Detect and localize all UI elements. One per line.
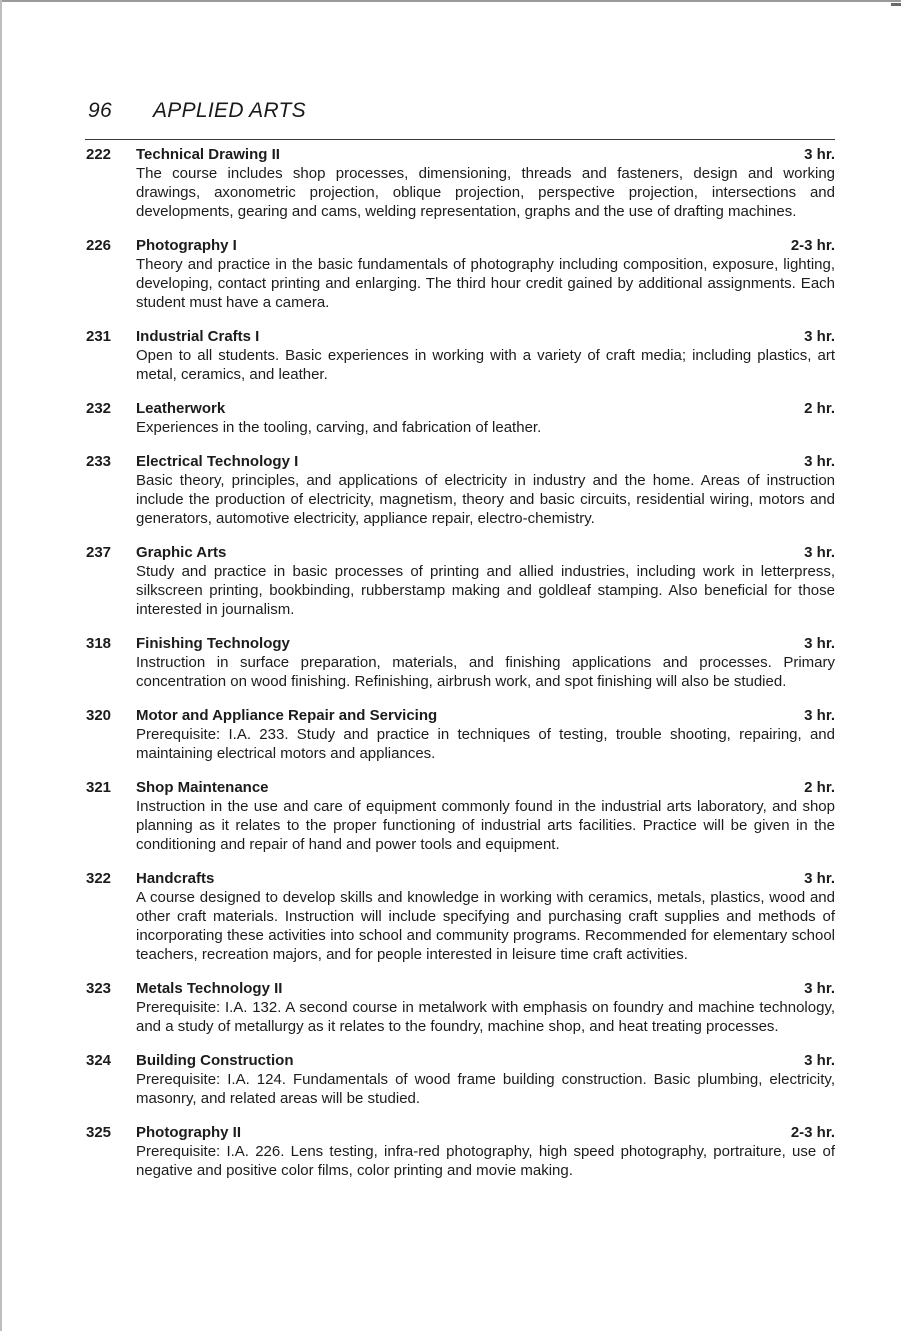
course-hours: 2-3 hr. <box>790 1124 835 1141</box>
course-code: 323 <box>86 980 112 997</box>
course-heading <box>136 327 835 346</box>
course-title: Handcrafts <box>136 870 215 887</box>
course-description: Prerequisite: I.A. 132. A second course in metalwork with emphasis on foundry and machine technology, and a study of metallurgy as it relates to the foundry, machine shop, and heat treating processes. <box>136 999 835 1035</box>
page-top-rule <box>0 0 901 2</box>
course-code: 320 <box>86 707 112 724</box>
course-code: 231 <box>86 328 112 345</box>
course-heading <box>136 452 835 471</box>
header-rule <box>85 139 835 140</box>
course-list <box>85 145 835 1195</box>
course-code: 324 <box>86 1052 112 1069</box>
course-code: 237 <box>86 544 112 561</box>
course-heading <box>136 145 835 164</box>
course-title: Industrial Crafts I <box>136 328 260 345</box>
course-hours: 3 hr. <box>804 870 835 887</box>
course-hours: 2 hr. <box>804 779 835 796</box>
course-title: Graphic Arts <box>136 544 227 561</box>
course-title: Photography I <box>136 237 237 254</box>
course-entry <box>85 869 835 964</box>
course-code: 226 <box>86 237 112 254</box>
course-entry <box>85 327 835 384</box>
course-hours: 2 hr. <box>804 400 835 417</box>
course-hours: 3 hr. <box>804 707 835 724</box>
course-title: Finishing Technology <box>136 635 290 652</box>
course-description: Basic theory, principles, and applications of electricity in industry and the home. Areas of instruction include the production of electricity, magnetism, theory and basic circuits, residential wiring, motors and generators, automotive electricity, appliance repair, electro-chemistry. <box>136 472 835 527</box>
course-title: Photography II <box>136 1124 241 1141</box>
course-title: Motor and Appliance Repair and Servicing <box>136 707 438 724</box>
running-head <box>88 99 306 123</box>
course-hours: 3 hr. <box>804 328 835 345</box>
course-code: 325 <box>86 1124 112 1141</box>
course-code: 322 <box>86 870 112 887</box>
course-heading <box>136 778 835 797</box>
course-description: Prerequisite: I.A. 233. Study and practice in techniques of testing, trouble shooting, repairing, and maintaining electrical motors and appliances. <box>136 726 835 762</box>
course-heading <box>136 634 835 653</box>
course-code: 232 <box>86 400 112 417</box>
course-title: Leatherwork <box>136 400 226 417</box>
course-entry <box>85 236 835 312</box>
course-code: 318 <box>86 635 112 652</box>
course-heading <box>136 1123 835 1142</box>
course-description: Instruction in the use and care of equipment commonly found in the industrial arts laboratory, and shop planning as it relates to the proper functioning of industrial arts facilities. Practice will be given in the conditioning and repair of hand and power tools and equipment. <box>136 798 835 853</box>
course-heading <box>136 399 835 418</box>
section-title: APPLIED ARTS <box>153 99 306 122</box>
course-hours: 3 hr. <box>804 635 835 652</box>
course-hours: 3 hr. <box>804 544 835 561</box>
course-description: The course includes shop processes, dimensioning, threads and fasteners, design and working drawings, axonometric projection, oblique projection, perspective projection, intersections and developments, gearing and cams, welding representation, graphs and the use of drafting machines. <box>136 165 835 220</box>
course-entry <box>85 543 835 619</box>
course-description: A course designed to develop skills and knowledge in working with ceramics, metals, plastics, wood and other craft materials. Instruction will include specifying and purchasing craft supplies and methods of incorporating these activities into school and community programs. Recommended for elementary school teachers, recreation majors, and for people interested in leisure time craft activities. <box>136 889 835 963</box>
course-entry <box>85 1051 835 1108</box>
page-corner-mark <box>891 3 901 6</box>
course-description: Study and practice in basic processes of printing and allied industries, including work in letterpress, silkscreen printing, bookbinding, rubberstamp making and goldleaf stamping. Also beneficial for those interested in journalism. <box>136 563 835 618</box>
page-number: 96 <box>88 99 112 122</box>
course-heading <box>136 543 835 562</box>
course-entry <box>85 706 835 763</box>
course-hours: 3 hr. <box>804 453 835 470</box>
course-title: Technical Drawing II <box>136 146 280 163</box>
course-heading <box>136 236 835 255</box>
course-entry <box>85 634 835 691</box>
course-code: 321 <box>86 779 112 796</box>
course-entry <box>85 145 835 221</box>
course-title: Metals Technology II <box>136 980 283 997</box>
course-entry <box>85 399 835 437</box>
course-hours: 2-3 hr. <box>790 237 835 254</box>
course-title: Building Construction <box>136 1052 294 1069</box>
course-heading <box>136 706 835 725</box>
page-left-rule <box>0 0 2 1331</box>
course-description: Prerequisite: I.A. 124. Fundamentals of wood frame building construction. Basic plumbing, electricity, masonry, and related areas will be studied. <box>136 1071 835 1107</box>
course-heading <box>136 979 835 998</box>
course-entry <box>85 778 835 854</box>
course-heading <box>136 869 835 888</box>
course-entry <box>85 452 835 528</box>
course-hours: 3 hr. <box>804 980 835 997</box>
course-hours: 3 hr. <box>804 1052 835 1069</box>
course-description: Open to all students. Basic experiences in working with a variety of craft media; including plastics, art metal, ceramics, and leather. <box>136 347 835 383</box>
course-entry <box>85 1123 835 1180</box>
course-hours: 3 hr. <box>804 146 835 163</box>
course-description: Theory and practice in the basic fundamentals of photography including composition, exposure, lighting, developing, contact printing and enlarging. The third hour credit gained by additional assignments. Each student must have a camera. <box>136 256 835 311</box>
course-title: Shop Maintenance <box>136 779 269 796</box>
course-title: Electrical Technology I <box>136 453 299 470</box>
course-code: 222 <box>86 146 112 163</box>
course-entry <box>85 979 835 1036</box>
course-description: Experiences in the tooling, carving, and fabrication of leather. <box>136 419 542 436</box>
course-heading <box>136 1051 835 1070</box>
course-description: Prerequisite: I.A. 226. Lens testing, infra-red photography, high speed photography, portraiture, use of negative and positive color films, color printing and movie making. <box>136 1143 835 1179</box>
course-code: 233 <box>86 453 112 470</box>
course-description: Instruction in surface preparation, materials, and finishing applications and processes. Primary concentration on wood finishing. Refinishing, airbrush work, and spot finishing will also be studied. <box>136 654 835 690</box>
